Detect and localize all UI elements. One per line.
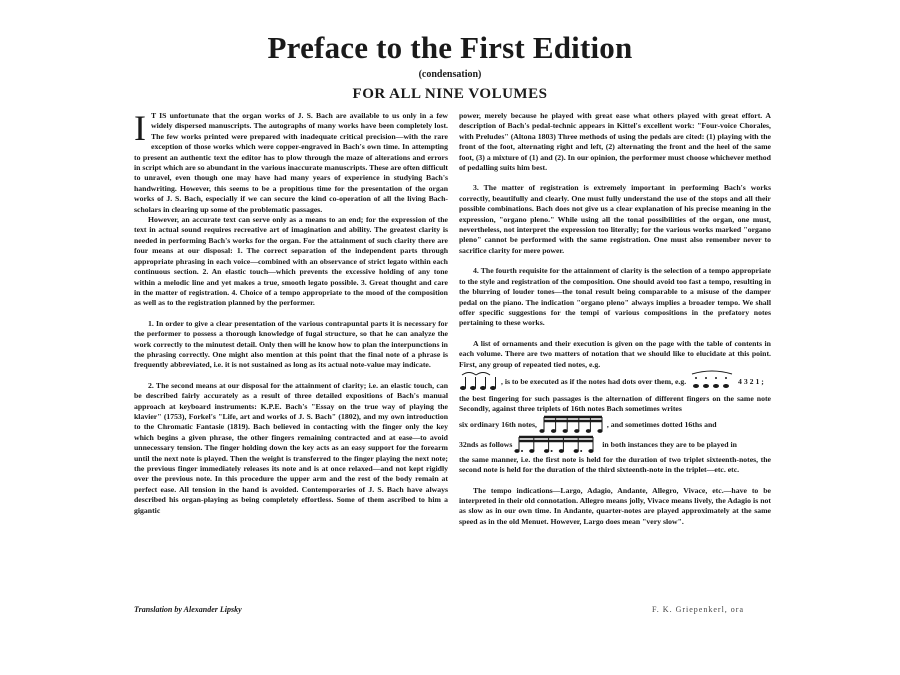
paragraph-intro-text: T IS unfortunate that the organ works of J. S. Bach are available to us only in a few widely dispersed manuscripts. The autographs of many works have been completely lost. The few works printed were prepared with inadequate critical precision—with the rare exception of those works which were copper-engraved in Bach's own time. In attempting to present an authentic text the editor has to plow through the maze of alterations and errors in script which are so abundant in the various inaccurate manuscripts. These are often difficult to unravel, even though one may have had many years of experience in studying Bach's handwriting. However, this seems to be a propitious time for the presentation of the organ works of J. S. Bach, especially if we can secure the kind co-operation of all the living Bach-scholars in clearing up some of the problematic passages.: [134, 111, 448, 214]
music-example-row-3: [459, 435, 771, 455]
paragraph-tempo-indications: The tempo indications—Largo, Adagio, Andante, Allegro, Vivace, etc.—have to be interpreted in their old connotation. Allegro means jolly, Vivace means lively, the Adagio is not as slow as in our own time. In Andante, quarter-notes are played approximately at the same speed as in the old Menuet. However, Largo does mean "very slow".: [459, 485, 771, 526]
music-example-text-1: , is to be executed as if the notes had dots over them, e.g.: [500, 376, 687, 386]
author-signature: F. K. Griepenkerl, ora: [652, 605, 745, 614]
paragraph-touch: 2. The second means at our disposal for the attainment of clarity; i.e. an elastic touch, can be described fairly accurately as a result of three detailed expositions of Bach's manual approach at keyboard instruments: K.P.E. Bach's "Essay on the true way of playing the klavier" (1753), Forkel's "Life, art and works of J. S. Bach" (1802), and my own introduction to the Chromatic Fantasie (1819). Bach believed in contacting with the finger only the key which begins a given phrase, the other fingers remaining contracted and at ease—to avoid unnecessary tension. The finger holding down the key acts as an easy support for the forearm until the next note is played. Then the weight is transferred to the finger playing the next note; the previous finger immediately releases its note and is at once relaxed—and not kept rigidly over the previous note. In this procedure the upper arm and the rest of the body remain at perfect ease. All tension in the hand is avoided. Contemporaries of J. S. Bach have always described his organ-playing as being completely effortless. Some of them ascribed to him a gigantic: [134, 380, 448, 515]
paragraph-pedal: power, merely because he played with great ease what others played with great effort. A description of Bach's pedal-technic appears in Kittel's excellent work: "Four-voice Chorales, with Preludes" (Altona 1803) Three methods of using the pedals are cited: (1) playing with the front of the foot, alternating right and left, (2) alternating the front and the heel of the same foot, (3) a mixture of (1) and (2). In our opinion, the performer must choose whichever method of pedalling suits him best.: [459, 111, 771, 173]
music-example-pre-2: six ordinary 16th notes,: [459, 419, 537, 429]
music-example-post-3: in both instances they are to be played in: [602, 439, 737, 449]
paragraph-registration: 3. The matter of registration is extremely important in performing Bach's works correctly, beautifully and clearly. One must fully understand the use of the stops and all their possible combinations. Bach does not give us a clear explanation of his precise meaning in the expression, "organo pleno." While using all the tonal possibilities of the organ, one must, nevertheless, not interpret the expression too literally; for the various works marked "organo pleno" cannot be performed with the same registration. One must also remember never to sacrifice clarity for mere power.: [459, 183, 771, 255]
tied-notes-music-icon: [459, 371, 499, 393]
dotted-32nd-notes-music-icon: [514, 435, 600, 455]
fingering-numbers: 4 3 2 1: [738, 376, 760, 386]
paragraph-phrasing: 1. In order to give a clear presentation of the various contrapuntal parts it is necessary for the performer to possess a thorough knowledge of fugal structure, so that he can analyze the work correctly to the minutest detail. Only then will he know how to plan the interpunctions in the phrasing correctly. One might also mention at this point that the final note of a phrase is frequently abbreviated, i.e. it is not sustained as long as its actual note-value may indicate.: [134, 318, 448, 370]
left-column: [134, 108, 448, 516]
music-example-row-1: [459, 370, 771, 394]
sixteenth-notes-music-icon: [539, 415, 605, 435]
paragraph-triplets: the same manner, i.e. the first note is held for the duration of two triplet sixteenth-notes, the second note is held for the duration of the third sixteenth-note in the triplet—etc. etc.: [459, 454, 771, 475]
paragraph-tempo: 4. The fourth requisite for the attainment of clarity is the selection of a tempo appropriate to the style and registration of the composition. One should avoid too fast a tempo, resulting in the blurring of louder tones—the tonal result being comparable to a misuse of the damper pedal on the piano. The indication "organo pleno" always implies a broader tempo. We shall offer specific suggestions for the tempi of various compositions in the prefatory notes pertaining to these works.: [459, 266, 771, 328]
music-example-row-2: [459, 415, 771, 435]
page-subtitle: (condensation): [418, 69, 482, 80]
right-column: [459, 111, 771, 527]
paragraph-means: However, an accurate text can serve only as a means to an end; for the expression of the text in actual sound requires recreative art of imagination and ability. The greatest clarity is needed in performing Bach's works for the organ. For the attainment of such clarity there are four means at our disposal: 1. The correct separation of the independent parts through appropriate phrasing in each voice—combined with an observance of strict legato within each continuous section. 2. An elastic touch—which prevents the excessive holding of any tone within a melodic line and yet makes a true, smooth legato possible. 3. Great thought and care in the matter of registration. 4. Choice of a tempo appropriate to the mood of the composition as well as to the registration planned by the performer.: [134, 215, 448, 308]
drop-cap: I: [134, 108, 146, 148]
music-example-pre-3: 32nds as follows: [459, 439, 513, 449]
paragraph-ornaments: A list of ornaments and their execution is given on the page with the table of contents in each volume. There are two matters of notation that we should like to elucidate at this point. First, any group of repeated tied notes, e.g.: [459, 338, 771, 369]
music-example-post-2: , and sometimes dotted 16ths and: [606, 419, 717, 429]
page-title: Preface to the First Edition: [267, 30, 633, 65]
section-heading: FOR ALL NINE VOLUMES: [352, 86, 548, 102]
translator-credit: Translation by Alexander Lipsky: [134, 605, 242, 614]
dotted-notes-music-icon: [688, 370, 736, 394]
paragraph-fingering: the best fingering for such passages is the alternation of different fingers on the same note Secondly, against three triplets of 16th notes Bach sometimes writes: [459, 393, 771, 414]
music-example-end-1: ;: [761, 376, 764, 386]
paragraph-intro: [134, 108, 448, 215]
